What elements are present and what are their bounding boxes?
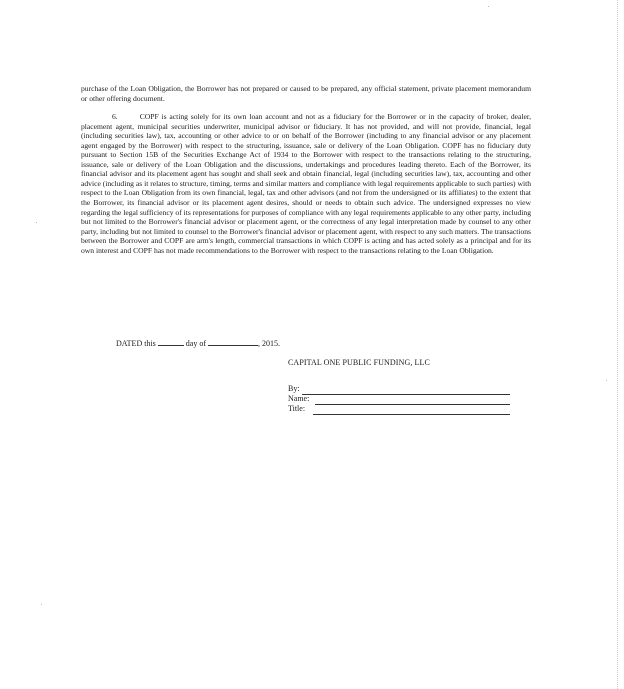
paragraph-6 [81,112,531,255]
month-blank [208,338,258,346]
scan-speck [606,380,607,381]
name-label: Name: [288,394,310,403]
continuation-paragraph: purchase of the Loan Obligation, the Borrower has not prepared or caused to be prepared, any official statement, private placement memorandum or other offering document. [81,84,531,103]
scan-speck [488,6,489,7]
by-label: By: [288,384,300,393]
company-name: CAPITAL ONE PUBLIC FUNDING, LLC [288,358,430,367]
paragraph-6-text: COPF is acting solely for its own loan account and not as a fiduciary for the Borrower or in the capacity of broker, dealer, placement agent, municipal securities underwriter, municipal advisor or fiduciary. It has not provided, and will not provide, financial, legal (including securities law), tax, accounting or other advice to or on behalf of the Borrower (including to any financial advisor or any placement agent engaged by the Borrower) with respect to the structuring, issuance, sale or delivery of the Loan Obligation. COPF has no fiduciary duty pursuant to Section 15B of the Securities Exchange Act of 1934 to the Borrower with respect to the transactions relating to the structuring, issuance, sale or delivery of the Loan Obligation and the discussions, undertakings and procedures leading thereto. Each of the Borrower, its financial advisor and its placement agent has sought and shall seek and obtain financial, legal (including securities law), tax, accounting and other advice (including as it relates to structure, timing, terms and similar matters and compliance with legal requirements applicable to such parties) with respect to the Loan Obligation from its own financial, legal, tax and other advisors (and not from the undersigned or its affiliates) to the extent that the Borrower, its financial advisor or its placement agent desires, should or needs to obtain such advice. The undersigned expresses no view regarding the legal sufficiency of its representations for purposes of compliance with any legal requirements applicable to any other party, including but not limited to the Borrower's financial advisor or placement agent, or the correctness of any legal interpretation made by counsel to any other party, including but not limited to counsel to the Borrower's financial advisor or placement agent, with respect to any such matters. The transactions between the Borrower and COPF are arm's length, commercial transactions in which COPF is acting and has acted solely as a principal and for its own interest and COPF has not made recommendations to the Borrower with respect to the transactions relating to the Loan Obligation. [81,112,531,255]
dated-year: , 2015. [258,339,280,348]
title-line [313,414,510,415]
body-text [81,84,531,255]
day-blank [158,338,184,346]
dated-day-of: day of [185,339,206,348]
scan-speck [36,222,37,223]
title-label: Title: [288,404,306,413]
paragraph-number: 6. [112,112,118,122]
dated-line [116,338,280,348]
dated-prefix: DATED this [116,339,156,348]
scan-speck [41,604,42,605]
scan-edge-artifact [616,0,618,689]
by-signature-line [302,394,510,395]
name-line [315,404,510,405]
